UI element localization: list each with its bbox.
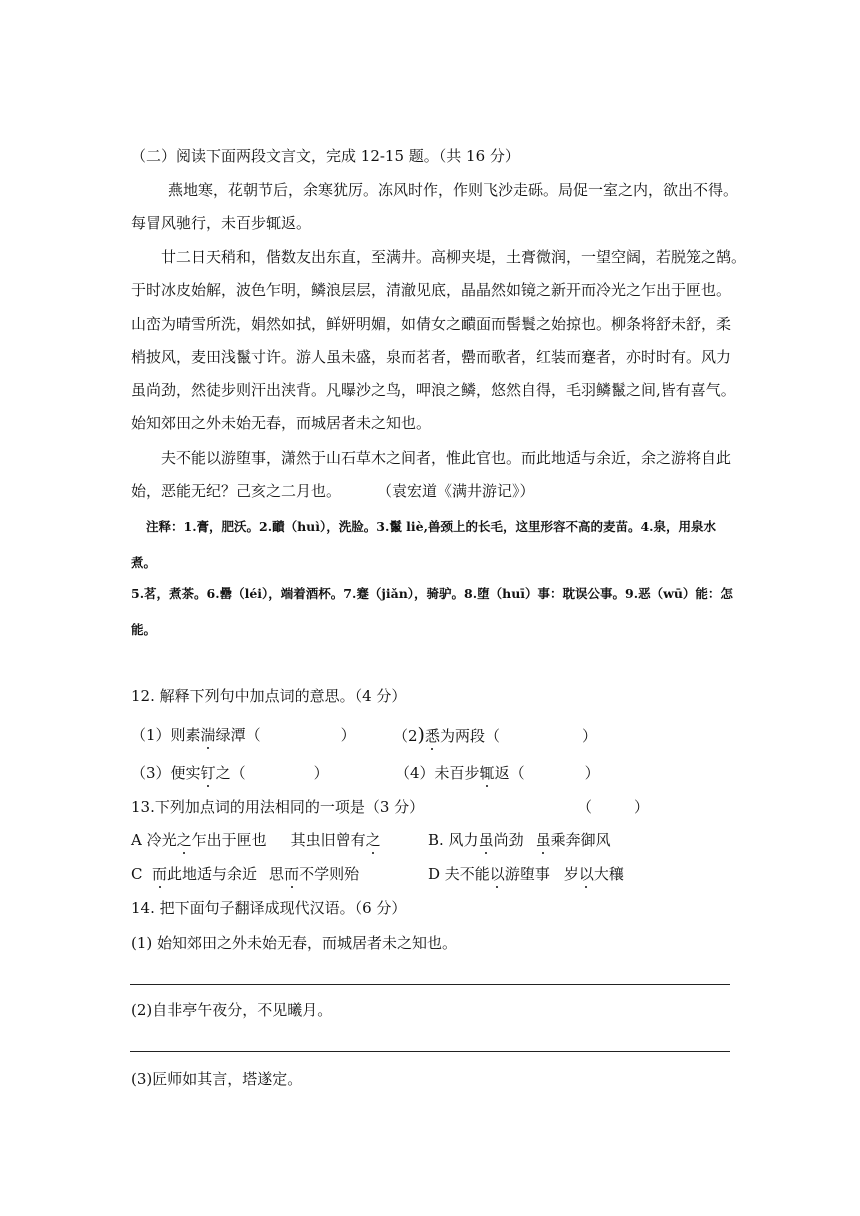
passage-p2-line2: 于时冰皮始解，波色乍明，鳞浪层层，清澈见底，晶晶然如镜之新开而冷光之乍出于匣也。 — [131, 281, 732, 299]
notes-line4: 能。 — [131, 622, 157, 637]
q13-d-dotted-word-1: 以 — [489, 865, 505, 883]
q12-item4-post: 返（ — [494, 764, 525, 782]
passage-p2-line4: 梢披风，麦田浅鬣寸许。游人虽未盛，泉而茗者，罍而歌者，红装而蹇者，亦时时有。风力 — [131, 348, 732, 366]
q13-answer-paren — [577, 797, 649, 817]
q13-d-dotted-word-2: 以 — [578, 865, 594, 883]
q13-a-mid: 乍出于匣也 — [191, 831, 267, 849]
passage-source: （袁宏道《满井游记》） — [377, 482, 535, 500]
q12-item3 — [131, 763, 329, 783]
q13-title: 13.下列加点词的用法相同的一项是（3 分） — [131, 798, 425, 816]
q13-b-post: 乘奔御风 — [550, 831, 611, 849]
q12-item3-dotted-word: 钉 — [200, 764, 216, 782]
q12-item1 — [131, 725, 356, 745]
q12-item3-post: 之（ — [215, 764, 246, 782]
q13-a-dotted-word-1: 之 — [176, 831, 192, 849]
q14-item2: (2)自非亭午夜分，不见曦月。 — [131, 1001, 333, 1019]
q13-option-c — [131, 864, 359, 884]
q13-paren-close: ） — [634, 798, 650, 816]
q13-option-d — [428, 864, 624, 884]
notes-line2: 煮。 — [131, 555, 157, 570]
q13-option-a — [131, 830, 381, 850]
q12-item2-mark: ) — [417, 724, 425, 746]
q13-c-b-pre: 思 — [269, 865, 285, 883]
passage-p2-line3: 山峦为晴雪所洗，娟然如拭，鲜妍明媚，如倩女之靧面而髻鬟之始掠也。柳条将舒未舒，柔 — [131, 315, 732, 333]
q13-option-b — [428, 830, 611, 850]
q12-item2-close: ） — [582, 727, 598, 745]
passage-p2-line6: 始知郊田之外未始无春，而城居者未之知也。 — [131, 414, 432, 432]
q12-item1-dotted-word: 湍 — [200, 726, 216, 744]
q13-c-mid: 此地适与余近 — [167, 865, 258, 883]
passage-p1-line1: 燕地寒，花朝节后，余寒犹厉。冻风时作，作则飞沙走砾。局促一室之内，欲出不得。 — [168, 181, 739, 199]
q12-item1-close: ） — [340, 726, 356, 744]
q13-b-pre: B. 风力 — [428, 831, 479, 849]
q13-d-mid: 游堕事 — [504, 865, 550, 883]
q12-title: 12. 解释下列句中加点词的意思。（4 分） — [131, 687, 407, 705]
q12-item4 — [395, 763, 600, 783]
q13-c-pre: C — [131, 865, 153, 883]
q14-item1-answer-line[interactable] — [130, 984, 730, 985]
q12-item1-pre: （1）则素 — [131, 726, 201, 744]
q12-item3-pre: （3）便实 — [131, 764, 201, 782]
q14-item2-answer-line[interactable] — [130, 1051, 730, 1052]
passage-p2-line1: 廿二日天稍和，偕数友出东直，至满井。高柳夹堤，土膏微润，一望空阔，若脱笼之鹄。 — [161, 248, 747, 266]
q14-title: 14. 把下面句子翻译成现代汉语。（6 分） — [131, 899, 407, 917]
passage-p3-line2 — [131, 481, 535, 501]
passage-p3-line1: 夫不能以游堕事，潇然于山石草木之间者，惟此官也。而此地适与余近，余之游将自此 — [161, 449, 732, 467]
passage-p2-line5: 虽尚劲，然徒步则汗出浃背。凡曝沙之鸟，呷浪之鳞，悠然自得，毛羽鳞鬣之间,皆有喜气。 — [131, 381, 736, 399]
q13-paren-open: （ — [577, 798, 593, 816]
q12-item2-dotted-word: 悉 — [424, 727, 440, 745]
section-header: （二）阅读下面两段文言文，完成 12-15 题。（共 16 分） — [131, 147, 520, 165]
notes-line1: 注释：1.膏，肥沃。2.靧（huì），洗脸。3.鬣 liè,兽颈上的长毛，这里形容不高的麦苗。4.泉，用泉水 — [146, 519, 717, 534]
q13-a-b-pre: 其虫旧曾有 — [290, 831, 366, 849]
q13-c-dotted-word-1: 而 — [152, 865, 168, 883]
q13-c-post: 不学则殆 — [299, 865, 360, 883]
q13-d-post: 大穰 — [593, 865, 624, 883]
notes-line3: 5.茗，煮茶。6.罍（léi），端着酒杯。7.蹇（jiǎn），骑驴。8.堕（huī）事：耽误公事。9.恶（wū）能：怎 — [131, 586, 733, 601]
q13-c-dotted-word-2: 而 — [284, 865, 300, 883]
q13-a-pre: A 冷光 — [131, 831, 177, 849]
q12-item2-post: 为两段（ — [439, 727, 500, 745]
passage-p1-line2: 每冒风驰行，未百步辄返。 — [131, 214, 312, 232]
q13-d-pre: D 夫不能 — [428, 865, 490, 883]
q13-b-dotted-word-2: 虽 — [535, 831, 551, 849]
passage-p3-line2-text: 始，恶能无纪？己亥之二月也。 — [131, 482, 342, 500]
q12-item2-pre: （2 — [393, 727, 418, 745]
q12-item4-close: ） — [584, 764, 600, 782]
q13-a-dotted-word-2: 之 — [365, 831, 381, 849]
q12-item1-post: 绿潭（ — [215, 726, 261, 744]
q14-item1: (1) 始知郊田之外未始无春，而城居者未之知也。 — [131, 934, 458, 952]
q14-item3: (3)匠师如其言，塔遂定。 — [131, 1070, 303, 1088]
q13-b-dotted-word-1: 虽 — [478, 831, 494, 849]
q13-d-b-pre: 岁 — [563, 865, 579, 883]
q12-item4-pre: （4）未百步 — [395, 764, 480, 782]
q12-item3-close: ） — [313, 764, 329, 782]
q12-item2 — [393, 725, 597, 746]
q12-item4-dotted-word: 辄 — [479, 764, 495, 782]
q13-b-mid: 尚劲 — [493, 831, 524, 849]
